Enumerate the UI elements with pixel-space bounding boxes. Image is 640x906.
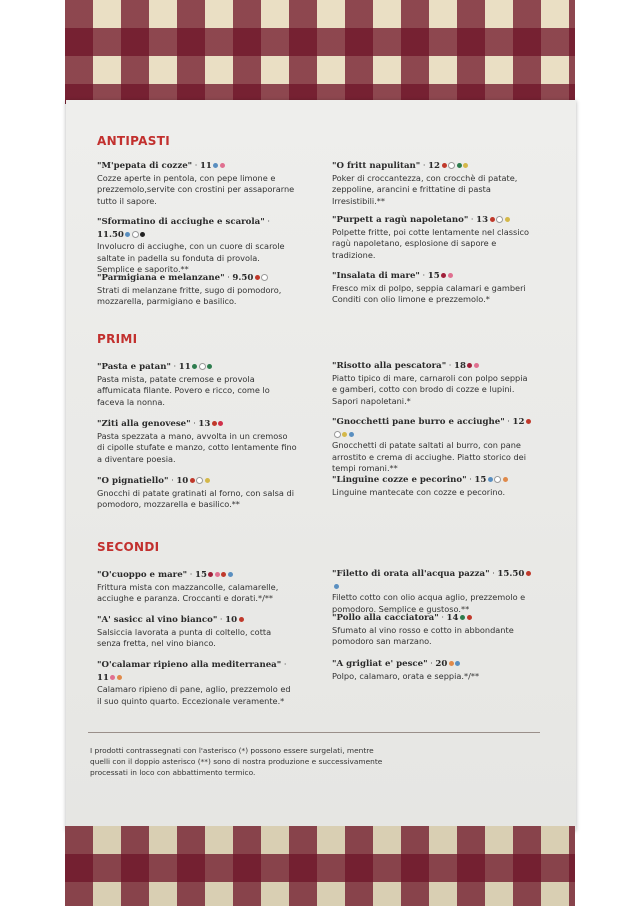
- dish-price: 15.50: [497, 569, 525, 579]
- dish-description: Fresco mix di polpo, seppia calamari e gamberi Conditi con olio limone e prezzemolo.*: [332, 282, 526, 304]
- allergen-dot-icon: [455, 661, 460, 666]
- section-heading: PRIMI: [97, 332, 138, 346]
- allergen-dot-icon: [218, 421, 223, 426]
- allergen-dot-icon: [334, 584, 339, 589]
- dish-price: 13: [476, 215, 489, 225]
- menu-item-title: [332, 270, 532, 283]
- dish-name: "Insalata di mare": [332, 271, 420, 281]
- dish-name: "O'cuoppo e mare": [97, 570, 188, 580]
- allergen-dot-icon: [190, 478, 195, 483]
- dish-description: Calamaro ripieno di pane, aglio, prezzemolo ed il suo quinto quarto. Eccezionale veramente.*: [97, 684, 291, 706]
- dish-description: Poker di croccantezza, con crocchè di patate, zeppoline, arancini e frittatine di pasta Irresistibili.**: [332, 172, 518, 206]
- menu-item: [332, 474, 532, 498]
- menu-item: [97, 569, 297, 605]
- dish-description: Involucro di acciughe, con un cuore di scarole saltate in padella su fonduta di provola. Semplice e saporito.**: [97, 241, 285, 274]
- allergen-dot-icon: [342, 432, 347, 437]
- divider: [88, 732, 540, 733]
- menu-item: [332, 612, 532, 648]
- allergen-dot-icon: [494, 476, 501, 483]
- allergen-dot-icon: [526, 419, 531, 424]
- allergen-dot-icon: [457, 163, 462, 168]
- menu-item-title: [332, 416, 532, 440]
- menu-item-title: [332, 474, 532, 487]
- dish-description: Gnocchetti di patate saltati al burro, con pane arrostito e crema di acciughe. Piatto storico dei tempi romani.**: [332, 440, 526, 473]
- allergen-dot-icon: [207, 364, 212, 369]
- dish-description: Frittura mista con mazzancolle, calamarelle, acciughe e paranza. Croccanti e dorati.*/**: [97, 581, 279, 603]
- menu-item: [332, 658, 532, 682]
- menu-item-title: [332, 214, 532, 227]
- allergen-dot-icon: [213, 163, 218, 168]
- menu-item-title: [97, 361, 297, 374]
- allergen-dot-icon: [132, 231, 139, 238]
- allergen-dot-icon: [474, 363, 479, 368]
- allergen-footnote: I prodotti contrassegnati con l'asterisco (*) possono essere surgelati, mentre quelli con il doppio asterisco (**) sono di nostra produzione e successivamente processati in loco con abbattimento termico.: [90, 746, 383, 777]
- menu-item-title: [97, 272, 297, 285]
- separator: ·: [168, 475, 177, 485]
- menu-item: [97, 160, 297, 207]
- dish-name: "O pignatiello": [97, 476, 169, 486]
- separator: ·: [281, 659, 287, 669]
- separator: ·: [217, 614, 226, 624]
- dish-price: 11: [199, 161, 212, 171]
- allergen-dot-icon: [526, 571, 531, 576]
- dish-name: "Pollo alla cacciatora": [332, 613, 439, 623]
- allergen-dot-icon: [228, 572, 233, 577]
- allergen-dot-icon: [467, 615, 472, 620]
- separator: ·: [187, 569, 195, 579]
- menu-item: [332, 568, 532, 615]
- separator: ·: [419, 270, 428, 280]
- dish-description: Polpo, calamaro, orata e seppia.*/**: [332, 670, 480, 681]
- menu-item-title: [97, 160, 297, 173]
- menu-item: [332, 360, 532, 407]
- allergen-dot-icon: [488, 477, 493, 482]
- menu-item: [97, 272, 297, 308]
- dish-name: "Sformatino di acciughe e scarola": [97, 217, 265, 227]
- menu-item-title: [332, 612, 532, 625]
- allergen-dot-icon: [441, 273, 446, 278]
- dish-price: 12: [512, 417, 525, 427]
- section-heading: SECONDI: [97, 540, 160, 554]
- menu-item-title: [332, 160, 532, 173]
- separator: ·: [468, 214, 477, 224]
- allergen-dot-icon: [208, 572, 213, 577]
- separator: ·: [420, 160, 429, 170]
- dish-description: Piatto tipico di mare, carnaroli con polpo seppia e gamberi, cotto con brodo di cozze e lupini. Sapori napoletani.*: [332, 372, 528, 406]
- dish-description: Gnocchi di patate gratinati al forno, con salsa di pomodoro, mozzarella e basilico.**: [97, 487, 294, 509]
- menu-item: [97, 475, 297, 511]
- dish-price: 15: [194, 570, 207, 580]
- section-heading: ANTIPASTI: [97, 134, 170, 148]
- separator: ·: [489, 568, 498, 578]
- allergen-dot-icon: [349, 432, 354, 437]
- dish-description: Pasta spezzata a mano, avvolta in un cremoso di cipolle stufate e manzo, cotto lentamente fino a diventare poesia.: [97, 430, 297, 464]
- allergen-dot-icon: [448, 162, 455, 169]
- menu-item-title: [97, 569, 297, 582]
- dish-name: "A' sasicc al vino bianco": [97, 615, 218, 625]
- allergen-dot-icon: [490, 217, 495, 222]
- separator: ·: [264, 216, 270, 226]
- allergen-dot-icon: [199, 363, 206, 370]
- dish-price: 15: [474, 475, 487, 485]
- menu-item: [332, 416, 532, 475]
- allergen-dot-icon: [503, 477, 508, 482]
- allergen-dot-icon: [449, 661, 454, 666]
- menu-item-title: [332, 360, 532, 373]
- menu-item: [97, 361, 297, 408]
- dish-name: "Ziti alla genovese": [97, 419, 191, 429]
- allergen-dot-icon: [239, 617, 244, 622]
- allergen-dot-icon: [261, 274, 268, 281]
- allergen-dot-icon: [334, 431, 341, 438]
- dish-name: "Gnocchetti pane burro e acciughe": [332, 417, 505, 427]
- dish-name: "Purpett a ragù napoletano": [332, 215, 469, 225]
- separator: ·: [190, 418, 199, 428]
- allergen-dot-icon: [463, 163, 468, 168]
- dish-price: 18: [453, 361, 466, 371]
- dish-name: "Linguine cozze e pecorino": [332, 475, 467, 485]
- allergen-dot-icon: [212, 421, 217, 426]
- dish-name: "Pasta e patan": [97, 362, 171, 372]
- menu-item: [332, 270, 532, 306]
- menu-item: [332, 160, 532, 207]
- dish-description: Polpette fritte, poi cotte lentamente nel classico ragù napoletano, esplosione di sapore e tradizione.: [332, 226, 530, 260]
- dish-name: "Risotto alla pescatora": [332, 361, 447, 371]
- menu-item: [97, 216, 297, 276]
- allergen-dot-icon: [215, 572, 220, 577]
- separator: ·: [224, 272, 233, 282]
- allergen-dot-icon: [110, 675, 115, 680]
- allergen-dot-icon: [221, 572, 226, 577]
- menu-item-title: [97, 475, 297, 488]
- menu-item-title: [97, 216, 297, 241]
- dish-description: Cozze aperte in pentola, con pepe limone e prezzemolo,servite con crostini per assaporarne tutto il sapore.: [97, 172, 295, 206]
- allergen-dot-icon: [205, 478, 210, 483]
- dish-name: "O'calamar ripieno alla mediterranea": [97, 660, 282, 670]
- separator: ·: [170, 361, 179, 371]
- dish-name: "A grigliat e' pesce": [332, 659, 428, 669]
- menu-item-title: [97, 418, 297, 431]
- menu-item-title: [97, 614, 297, 627]
- allergen-dot-icon: [255, 275, 260, 280]
- allergen-dot-icon: [496, 216, 503, 223]
- dish-description: Sfumato al vino rosso e cotto in abbondante pomodoro san marzano.: [332, 624, 514, 646]
- allergen-dot-icon: [460, 615, 465, 620]
- menu-item: [97, 418, 297, 465]
- dish-name: "M'pepata di cozze": [97, 161, 193, 171]
- allergen-dot-icon: [448, 273, 453, 278]
- dish-description: Salsiccia lavorata a punta di coltello, cotta senza fretta, nel vino bianco.: [97, 626, 272, 648]
- dish-description: Filetto cotto con olio acqua aglio, prezzemolo e pomodoro. Semplice e gustoso.**: [332, 592, 526, 614]
- allergen-dot-icon: [140, 232, 145, 237]
- separator: ·: [466, 474, 475, 484]
- menu-item: [97, 659, 297, 707]
- dish-price: 11.50: [97, 229, 124, 240]
- menu-item-title: [332, 568, 532, 592]
- allergen-dot-icon: [125, 232, 130, 237]
- separator: ·: [192, 160, 200, 170]
- dish-name: "O fritt napulitan": [332, 161, 421, 171]
- dish-price: 20: [435, 659, 448, 669]
- dish-price: 12: [428, 161, 441, 171]
- separator: ·: [446, 360, 454, 370]
- allergen-dot-icon: [467, 363, 472, 368]
- dish-price: 10: [225, 615, 238, 625]
- menu-item: [97, 614, 297, 650]
- dish-price: 11: [97, 672, 109, 683]
- dish-description: Linguine mantecate con cozze e pecorino.: [332, 486, 506, 497]
- dish-price: 15: [427, 271, 440, 281]
- allergen-dot-icon: [442, 163, 447, 168]
- tablecloth-bottom: [65, 826, 575, 906]
- menu-item-title: [332, 658, 532, 671]
- menu-item-title: [97, 659, 297, 684]
- separator: ·: [438, 612, 447, 622]
- tablecloth-top: [65, 0, 575, 104]
- dish-price: 14: [446, 613, 459, 623]
- dish-price: 9.50: [232, 273, 254, 283]
- allergen-dot-icon: [192, 364, 197, 369]
- dish-price: 10: [176, 476, 189, 486]
- dish-price: 11: [178, 362, 191, 372]
- dish-name: "Filetto di orata all'acqua pazza": [332, 569, 490, 579]
- allergen-dot-icon: [117, 675, 122, 680]
- allergen-dot-icon: [505, 217, 510, 222]
- dish-name: "Parmigiana e melanzane": [97, 273, 225, 283]
- separator: ·: [504, 416, 513, 426]
- menu-item: [332, 214, 532, 261]
- allergen-dot-icon: [196, 477, 203, 484]
- dish-description: Strati di melanzane fritte, sugo di pomodoro, mozzarella, parmigiano e basilico.: [97, 284, 282, 306]
- dish-description: Pasta mista, patate cremose e provola affumicata filante. Povero e ricco, come lo faceva la nonna.: [97, 373, 270, 407]
- dish-price: 13: [198, 419, 211, 429]
- separator: ·: [427, 658, 436, 668]
- allergen-dot-icon: [220, 163, 225, 168]
